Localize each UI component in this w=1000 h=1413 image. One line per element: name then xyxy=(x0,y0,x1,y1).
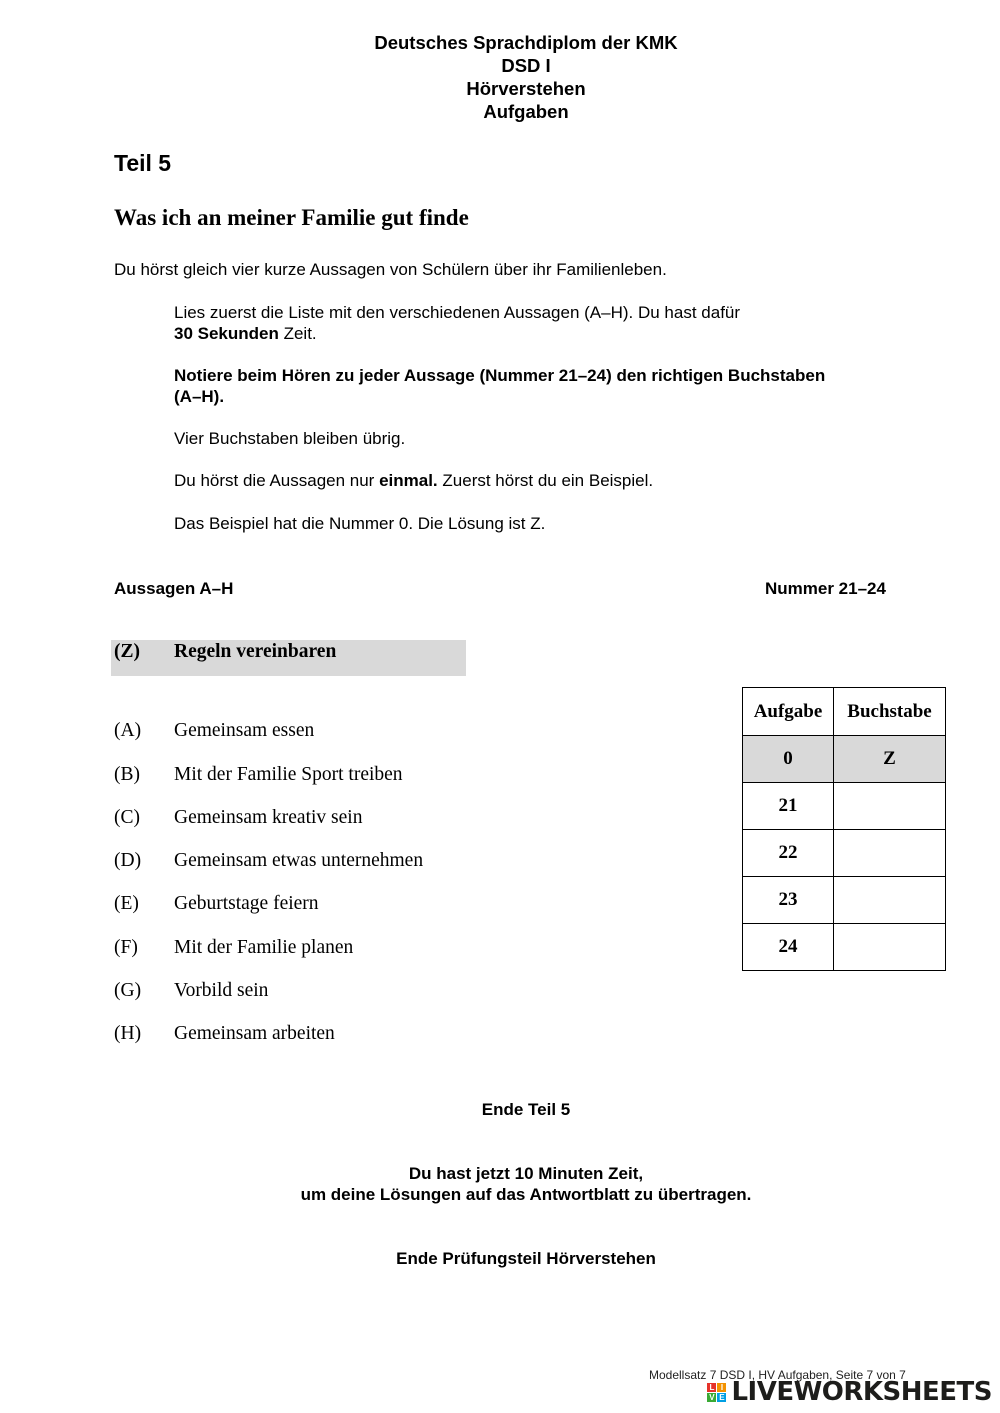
example-text: Regeln vereinbaren xyxy=(174,641,337,662)
time-emphasis: 30 Sekunden xyxy=(174,324,279,343)
statement-text: Mit der Familie planen xyxy=(174,937,354,958)
statement-text: Mit der Familie Sport treiben xyxy=(174,764,403,785)
header-skill: Hörverstehen xyxy=(466,78,586,99)
answer-row-example xyxy=(743,736,946,783)
instruction-line: (A–H). xyxy=(174,387,225,406)
statement-letter: (G) xyxy=(114,980,142,1001)
instruction-once xyxy=(174,470,653,491)
transfer-time-note xyxy=(0,1163,1000,1205)
logo-text: LIVEWORKSHEETS xyxy=(731,1377,992,1407)
end-part-label: Ende Teil 5 xyxy=(481,1100,571,1119)
section-number: Teil 5 xyxy=(114,150,172,176)
instruction-fragment: Zeit. xyxy=(278,324,317,343)
transfer-line: um deine Lösungen auf das Antwortblatt zu übertragen. xyxy=(300,1185,752,1204)
answer-row xyxy=(743,783,946,830)
statement-letter: (H) xyxy=(114,1023,142,1044)
answer-table-header xyxy=(743,688,946,736)
section-title: Was ich an meiner Familie gut finde xyxy=(114,205,469,230)
page-footer-note: Modellsatz 7 DSD I, HV Aufgaben, Seite 7 von 7 xyxy=(649,1368,906,1382)
logo-mark-letter: I xyxy=(717,1383,726,1392)
statement-text: Vorbild sein xyxy=(174,980,269,1001)
statement-letter: (B) xyxy=(114,764,140,785)
statement-letter: (F) xyxy=(114,937,138,958)
instruction-notation xyxy=(174,365,934,407)
instruction-fragment: Du hörst die Aussagen nur xyxy=(174,471,380,490)
logo-mark-letter: L xyxy=(707,1383,716,1392)
column-header-buchstabe: Buchstabe xyxy=(834,688,946,736)
column-header-aufgabe: Aufgabe xyxy=(743,688,834,736)
logo-mark-icon xyxy=(707,1383,726,1402)
statement-letter: (E) xyxy=(114,893,139,914)
statement-letter: (D) xyxy=(114,850,142,871)
answer-input-cell[interactable] xyxy=(834,877,946,924)
statement-letter: (A) xyxy=(114,720,142,741)
answer-row xyxy=(743,877,946,924)
instruction-line: Lies zuerst die Liste mit den verschiedenen Aussagen (A–H). Du hast dafür xyxy=(174,303,741,322)
answer-input-cell[interactable] xyxy=(834,783,946,830)
statements-heading: Aussagen A–H xyxy=(114,579,234,598)
task-number: 21 xyxy=(743,783,834,830)
end-exam-part-label: Ende Prüfungsteil Hörverstehen xyxy=(396,1249,656,1268)
answer-row xyxy=(743,924,946,971)
instruction-reading-time xyxy=(174,302,934,344)
intro-text: Du hörst gleich vier kurze Aussagen von Schülern über ihr Familienleben. xyxy=(114,260,667,279)
instruction-remaining: Vier Buchstaben bleiben übrig. xyxy=(174,429,406,448)
header-level: DSD I xyxy=(501,55,551,76)
task-number: 22 xyxy=(743,830,834,877)
header-type: Aufgaben xyxy=(483,101,569,122)
answer-row xyxy=(743,830,946,877)
transfer-line: Du hast jetzt 10 Minuten Zeit, xyxy=(408,1164,644,1183)
example-letter: (Z) xyxy=(114,641,140,662)
logo-mark-letter: E xyxy=(719,1392,725,1402)
instruction-line xyxy=(174,323,934,344)
statement-text: Gemeinsam essen xyxy=(174,720,315,741)
instruction-line: Notiere beim Hören zu jeder Aussage (Nummer 21–24) den richtigen Buchstaben xyxy=(174,366,826,385)
answer-table xyxy=(742,687,946,971)
numbers-heading: Nummer 21–24 xyxy=(765,579,886,598)
statement-text: Geburtstage feiern xyxy=(174,893,319,914)
answer-input-cell[interactable] xyxy=(834,830,946,877)
document-header xyxy=(0,31,1000,123)
answer-input-cell[interactable] xyxy=(834,924,946,971)
header-title: Deutsches Sprachdiplom der KMK xyxy=(374,32,678,53)
statement-text: Gemeinsam kreativ sein xyxy=(174,807,363,828)
answer-cell: Z xyxy=(834,736,946,783)
task-number: 0 xyxy=(743,736,834,783)
logo-mark-letter: V xyxy=(709,1392,715,1402)
liveworksheets-logo[interactable] xyxy=(707,1376,992,1408)
once-emphasis: einmal. xyxy=(379,471,438,490)
instruction-example: Das Beispiel hat die Nummer 0. Die Lösung ist Z. xyxy=(174,514,546,533)
task-number: 23 xyxy=(743,877,834,924)
statement-text: Gemeinsam etwas unternehmen xyxy=(174,850,424,871)
task-number: 24 xyxy=(743,924,834,971)
instruction-fragment: Zuerst hörst du ein Beispiel. xyxy=(437,471,654,490)
statement-letter: (C) xyxy=(114,807,140,828)
statement-text: Gemeinsam arbeiten xyxy=(174,1023,335,1044)
